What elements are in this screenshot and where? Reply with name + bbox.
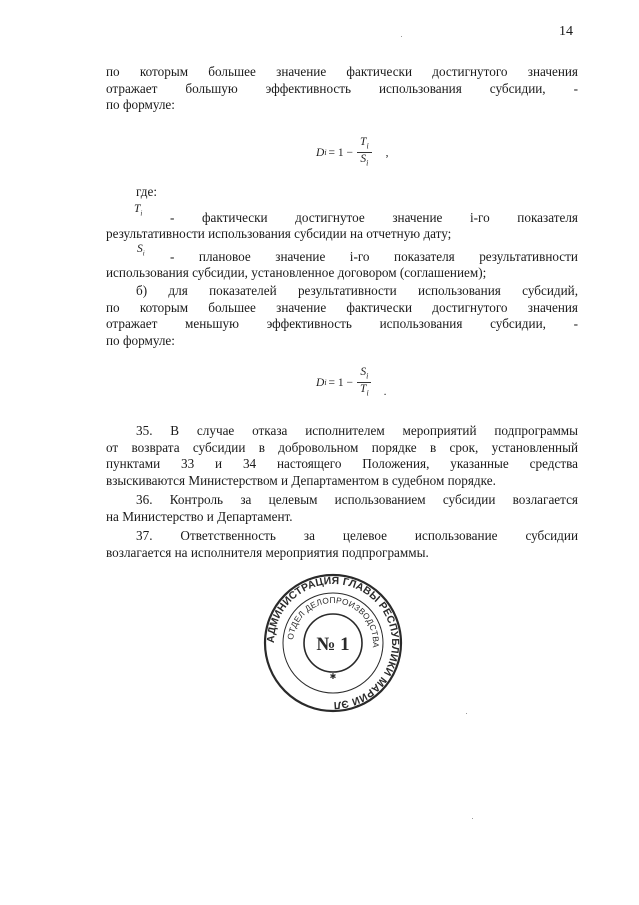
stamp-inner-text-content: ОТДЕЛ ДЕЛОПРОИЗВОДСТВА [285, 594, 382, 649]
text-line: от возврата субсидии в добровольном порядке в срок, установленный [106, 439, 578, 455]
scan-speck [401, 36, 402, 37]
text-line: 37. Ответственность за целевое использование субсидии [136, 528, 578, 543]
formula-denominator: T [360, 383, 367, 396]
symbol-t-letter: T [134, 203, 141, 215]
formula-tail: . [383, 385, 387, 398]
formula-lhs: D [316, 376, 325, 389]
stamp-outer-text-content: АДМИНИСТРАЦИЯ ГЛАВЫ РЕСПУБЛИКИ МАРИЙ ЭЛ [265, 575, 401, 711]
formula-1 [316, 136, 389, 170]
text-line: по формуле: [106, 332, 175, 348]
denominator-sub: i [366, 158, 369, 168]
text-line: 35. В случае отказа исполнителем мероприятий подпрограммы [136, 423, 578, 438]
text-line: на Министерство и Департамент. [106, 508, 293, 524]
formula-2 [316, 366, 387, 400]
symbol-s-sub: i [142, 249, 145, 258]
formula-lhs-sub: i [324, 378, 327, 388]
formula-denominator: S [360, 153, 367, 166]
formula-eq: = 1 − [328, 376, 354, 389]
formula-tail: , [385, 146, 389, 159]
text-line: взыскиваются Министерством и Департаментом в судебном порядке. [106, 472, 496, 488]
text-line: по формуле: [106, 97, 175, 112]
text-line: отражает меньшую эффективность использования субсидии, - [106, 316, 578, 331]
symbol-t [134, 203, 142, 217]
symbol-s [137, 243, 145, 257]
text-line: возлагается на исполнителя мероприятия подпрограммы. [106, 544, 429, 560]
formula-lhs: D [316, 146, 325, 159]
numerator-sub: i [366, 371, 369, 381]
text-line: результативности использования субсидии на отчетную дату; [106, 226, 452, 241]
paragraph-35 [106, 423, 578, 489]
scan-speck [466, 713, 467, 714]
official-stamp [263, 573, 403, 713]
text-line: б) для показателей результативности использования субсидий, [136, 283, 578, 298]
text-line: пунктами 33 и 34 настоящего Положения, указанные средства [106, 456, 578, 471]
formula-fraction [357, 136, 372, 170]
paragraph-criteria-a [106, 64, 578, 114]
text-line: по которым большее значение фактически достигнутого значения [106, 64, 578, 79]
text-line: отражает большую эффективность использования субсидии, - [106, 80, 578, 96]
symbol-t-sub: i [140, 209, 143, 218]
text-line: - фактически достигнутое значение i-го показателя [170, 210, 578, 225]
formula-numerator: T [360, 136, 367, 148]
text-line: 36. Контроль за целевым использованием субсидии возлагается [136, 492, 578, 507]
definition-s-line1 [170, 249, 578, 266]
paragraph-37 [106, 528, 578, 561]
numerator-sub: i [366, 141, 369, 151]
page-number: 14 [559, 24, 573, 39]
text-line: использования субсидии, установленное договором (соглашением); [106, 265, 487, 280]
formula-fraction [357, 366, 372, 400]
formula-lhs-sub: i [324, 148, 327, 158]
symbol-s-letter: S [137, 243, 143, 255]
definition-t-line1 [170, 210, 578, 227]
formula-numerator: S [360, 366, 367, 378]
text-line: - плановое значение i-го показателя результативности [170, 249, 578, 264]
where-label: где: [136, 184, 157, 199]
formula-eq: = 1 − [328, 146, 354, 159]
definition-s-line2 [106, 265, 578, 282]
scan-speck [472, 818, 473, 819]
paragraph-36 [106, 492, 578, 525]
text-line: по которым большее значение фактически достигнутого значения [106, 299, 578, 315]
stamp-star-icon: ✱ [329, 672, 337, 681]
denominator-sub: i [366, 388, 369, 398]
definition-t-line2 [106, 226, 578, 243]
paragraph-criteria-b [106, 283, 578, 349]
stamp-center-number: № 1 [316, 634, 350, 655]
